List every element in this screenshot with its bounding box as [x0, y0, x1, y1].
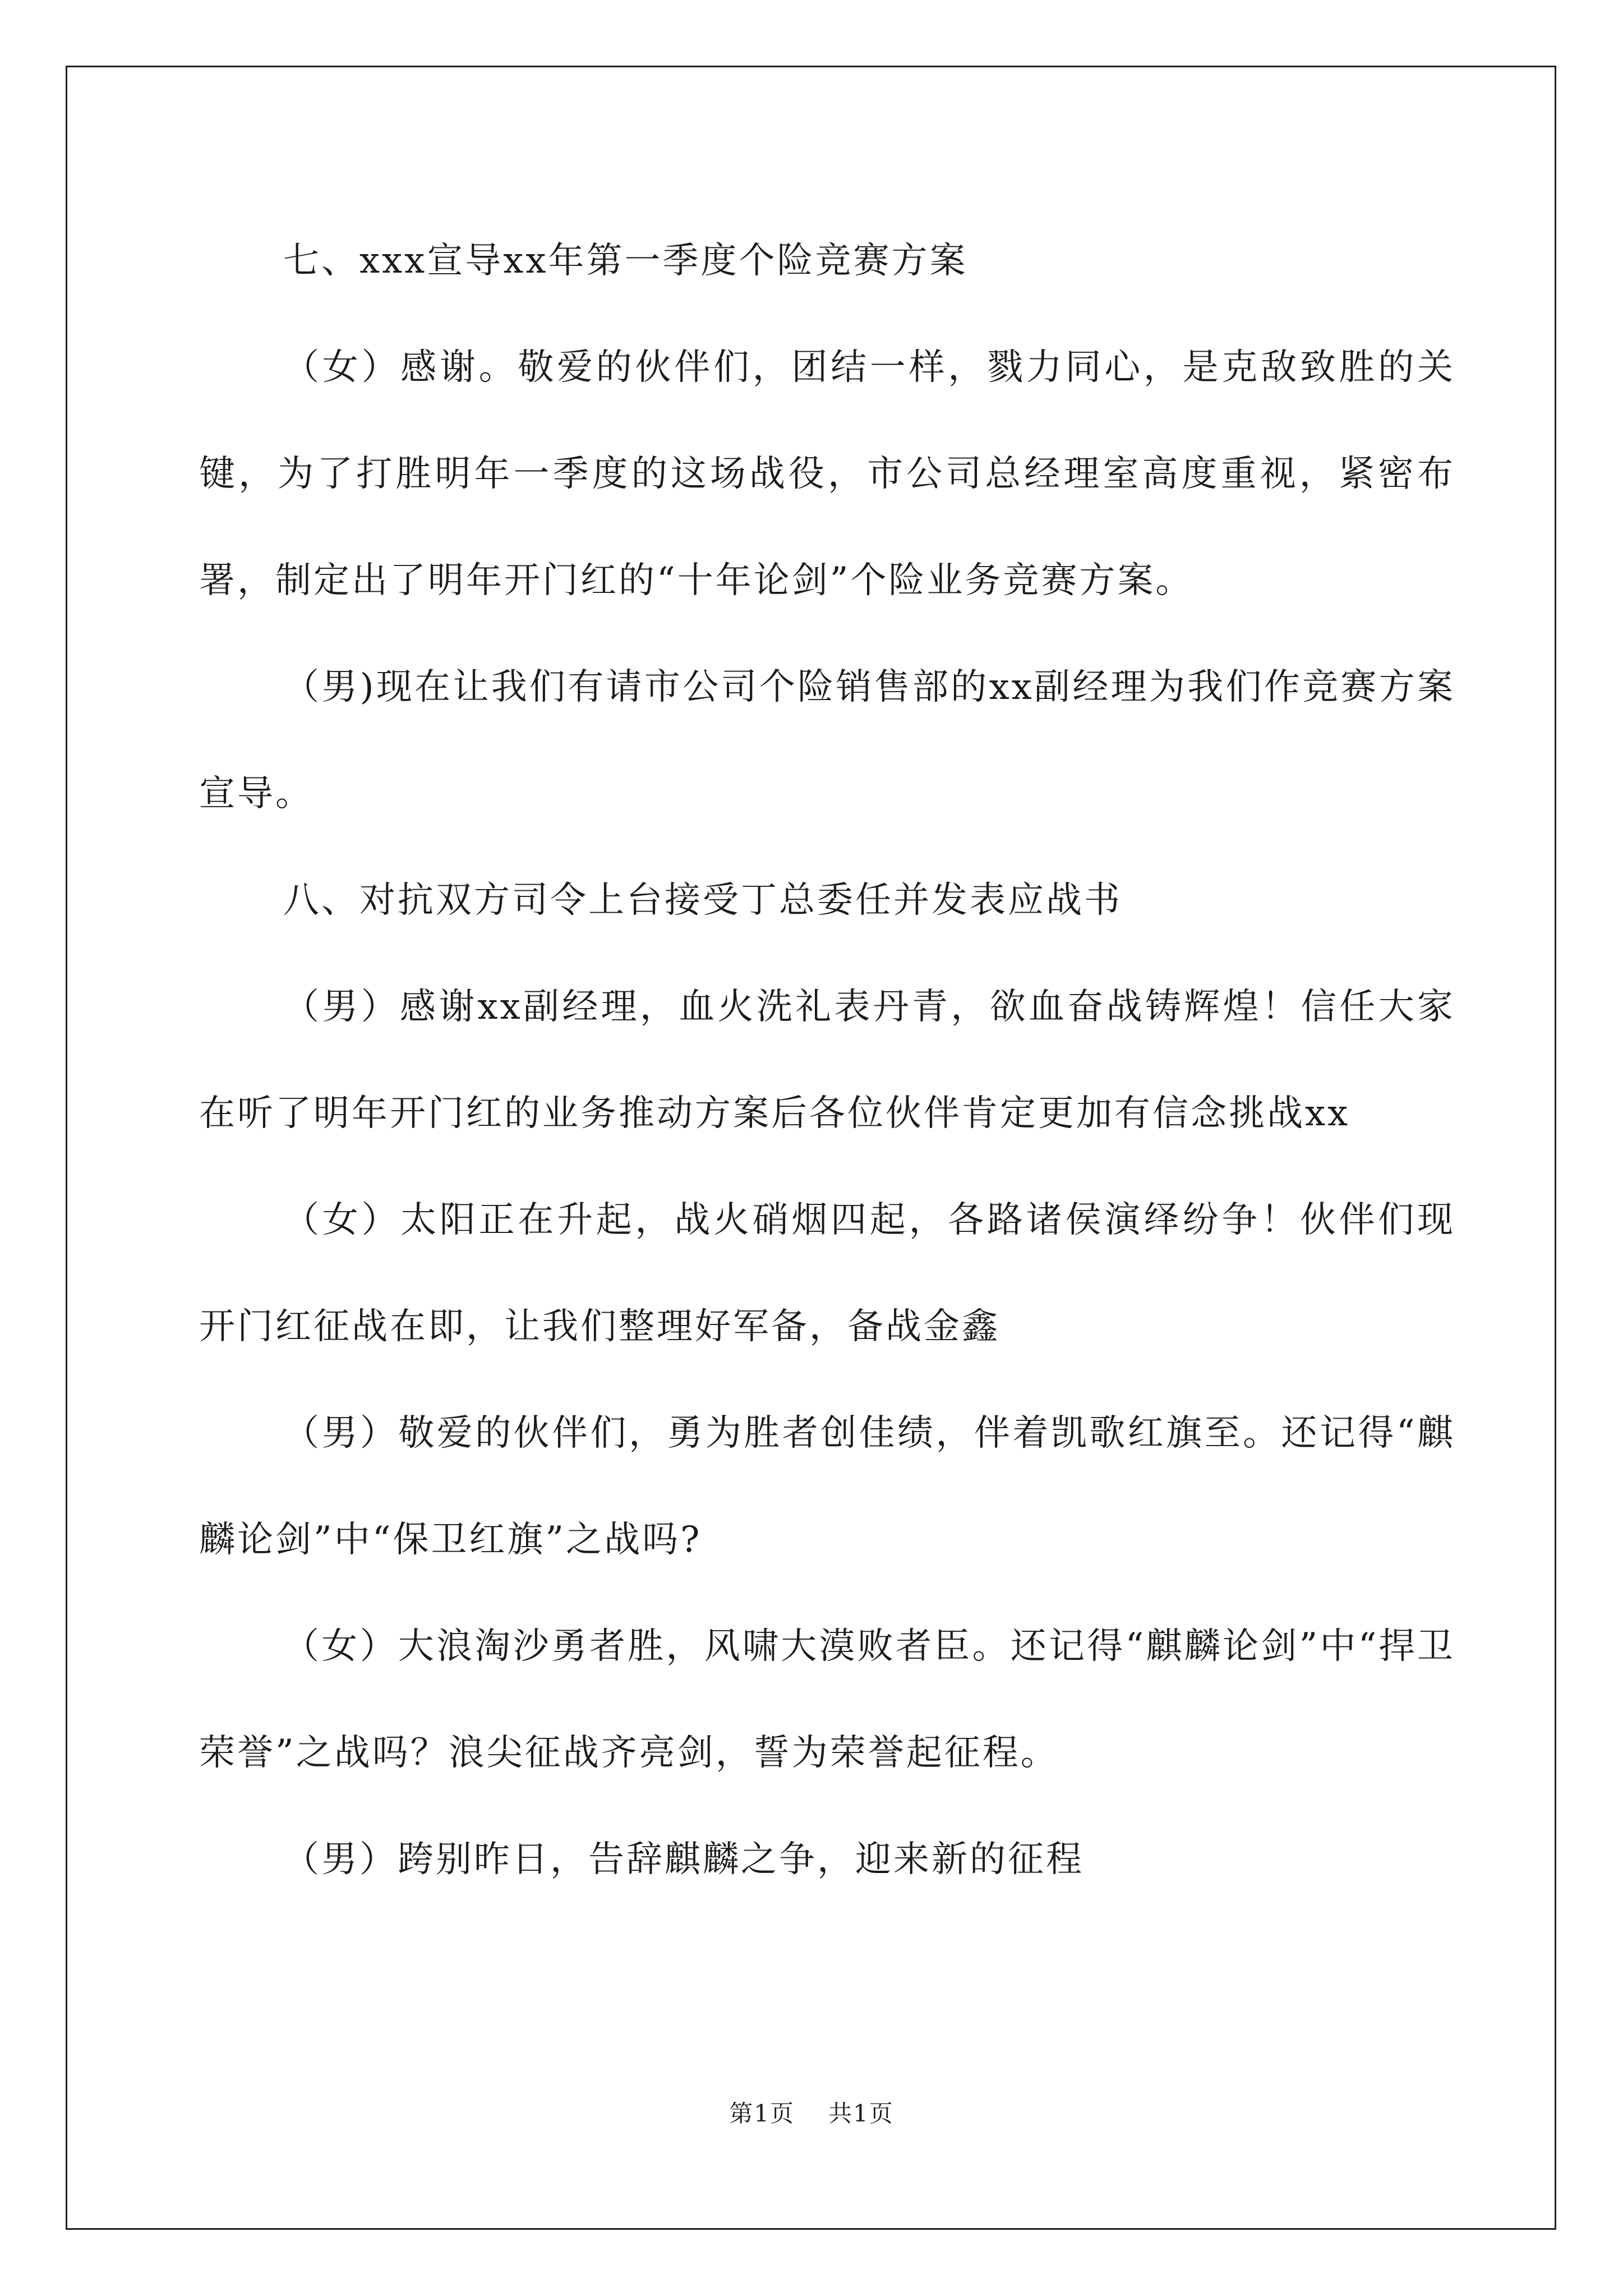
paragraph-male-invite: （男)现在让我们有请市公司个险销售部的xx副经理为我们作竞赛方案宣导。	[199, 666, 1455, 815]
page-footer	[0, 2095, 1623, 2129]
paragraph-male-flag: （男）敬爱的伙伴们，勇为胜者创佳绩，伴着凯歌红旗至。还记得“麒麟论剑”中“保卫红旗”之战吗?	[199, 1412, 1455, 1561]
paragraph-male-farewell: （男）跨别昨日，告辞麒麟之争，迎来新的征程	[283, 1839, 1084, 1880]
section-heading-8: 八、对抗双方司令上台接受丁总委任并发表应战书	[283, 880, 1122, 921]
page-total: 共1页	[828, 2100, 894, 2127]
paragraph-female-sun: （女）太阳正在升起，战火硝烟四起，各路诸侯演绎纷争！伙伴们现开门红征战在即，让我们整理好军备，备战金鑫	[199, 1199, 1455, 1347]
document-body	[199, 208, 1455, 1913]
paragraph-female-thanks: （女）感谢。敬爱的伙伴们，团结一样，戮力同心，是克敌致胜的关键，为了打胜明年一季度的这场战役，市公司总经理室高度重视，紧密布署，制定出了明年开门红的“十年论剑”个险业务竞赛方案。	[199, 347, 1455, 601]
paragraph-male-challenge: （男）感谢xx副经理，血火洗礼表丹青，欲血奋战铸辉煌！信任大家在听了明年开门红的业务推动方案后各位伙伴肯定更加有信念挑战xx	[199, 986, 1455, 1134]
section-heading-7: 七、xxx宣导xx年第一季度个险竞赛方案	[283, 240, 968, 282]
page-number: 第1页	[729, 2100, 795, 2127]
paragraph-female-honor: （女）大浪淘沙勇者胜，风啸大漠败者臣。还记得“麒麟论剑”中“捍卫荣誉”之战吗？浪尖征战齐亮剑，誓为荣誉起征程。	[199, 1626, 1455, 1774]
